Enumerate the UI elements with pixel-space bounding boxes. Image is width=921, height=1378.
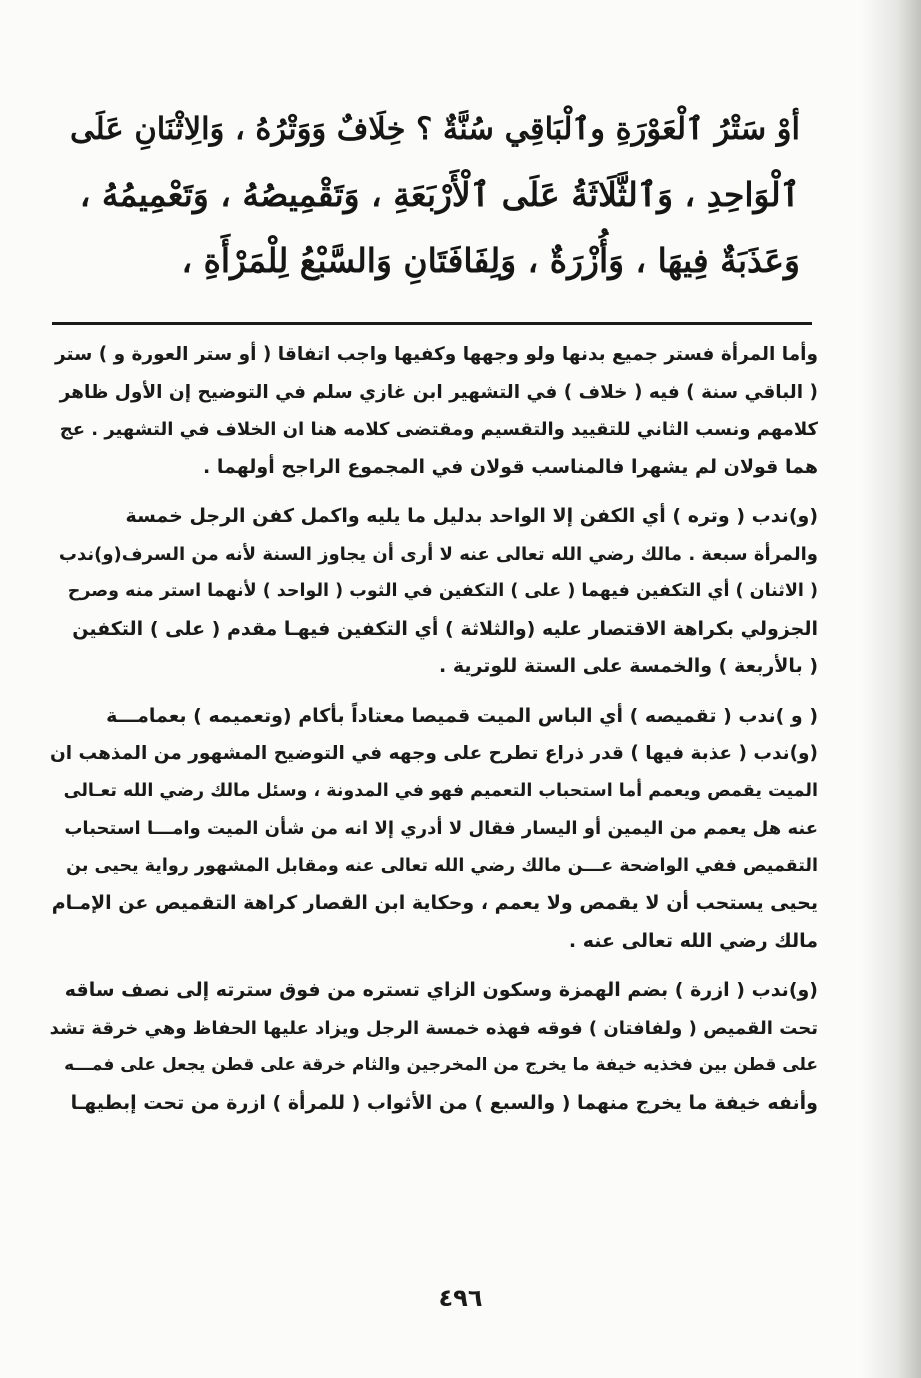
commentary-paragraph bbox=[48, 698, 818, 961]
commentary-line: يحيى يستحب أن لا يقمص ولا يعمم ، وحكاية ابن القصار كراهة التقميص عن الإمـام bbox=[51, 892, 818, 914]
commentary-line: وأنفه خيفة ما يخرج منهما ( والسبع ) من الأثواب ( للمرأة ) ازرة من تحت إبطيهـا bbox=[70, 1091, 818, 1114]
commentary-line: (و)ندب ( ازرة ) بضم الهمزة وسكون الزاي تستره من فوق سترته إلى نصف ساقه bbox=[64, 979, 818, 1001]
commentary-line: ( الباقي سنة ) فيه ( خلاف ) في التشهير ابن غازي سلم في التوضيح إن الأول ظاهر bbox=[59, 381, 818, 403]
commentary-line: الجزولي بكراهة الاقتصار عليه (والثلاثة ) أي التكفين فيهـا مقدم ( على ) التكفين bbox=[72, 617, 818, 640]
commentary-line: مالك رضي الله تعالى عنه . bbox=[568, 929, 818, 952]
matn-line: ٱلْوَاحِدِ ، وَٱلثَّلَاثَةُ عَلَى ٱلْأَرْبَعَةِ ، وَتَقْمِيصُهُ ، وَتَعْمِيمُهُ ، bbox=[79, 175, 800, 214]
page-number: ٤٩٦ bbox=[438, 1284, 483, 1312]
commentary-line: التقميص ففي الواضحة عـــن مالك رضي الله تعالى عنه ومقابل المشهور رواية يحيى بن bbox=[66, 855, 818, 876]
commentary-line: (و)ندب ( عذبة فيها ) قدر ذراع تطرح على وجهه في التوضيح المشهور من المذهب ان bbox=[49, 743, 818, 764]
commentary-line: الميت يقمص ويعمم أما استحباب التعميم فهو في المدونة ، وسئل مالك رضي الله تعـالى bbox=[63, 780, 818, 801]
commentary-line: هما قولان لم يشهرا فالمناسب قولان في المجموع الراجح أولهما . bbox=[203, 455, 818, 478]
page-edge-shadow bbox=[861, 0, 921, 1378]
commentary-paragraph bbox=[48, 972, 818, 1122]
commentary-line: وأما المرأة فستر جميع بدنها ولو وجهها وكفيها واجب اتفاقا ( أو ستر العورة و ) ستر bbox=[55, 344, 818, 365]
commentary-paragraph bbox=[48, 336, 818, 486]
separator-rule bbox=[52, 322, 812, 325]
commentary-line: كلامهم ونسب الثاني للتقييد والتقسيم ومقتضى كلامه هنا ان الخلاف في التشهير . عج bbox=[59, 419, 818, 440]
commentary-line: ( الاثنان ) أي التكفين فيهما ( على ) التكفين في الثوب ( الواحد ) لأنهما استر منه وصرح bbox=[67, 581, 818, 601]
commentary-paragraph bbox=[48, 498, 818, 686]
commentary-line: ( و )ندب ( تقميصه ) أي الباس الميت قميصا معتاداً بأكام (وتعميمه ) بعمامـــة bbox=[106, 704, 818, 727]
matn-text-block bbox=[60, 96, 800, 294]
matn-line: أوْ سَتْرُ ٱلْعَوْرَةِ وٱلْبَاقِي سُنَّةٌ ؟ خِلَافٌ وَوَتْرُهُ ، وَالِاثْنَانِ عَلَى bbox=[70, 111, 800, 147]
commentary-line: تحت القميص ( ولفافتان ) فوقه فهذه خمسة الرجل ويزاد عليها الحفاظ وهي خرقة تشد bbox=[49, 1017, 818, 1039]
matn-line: وَعَذَبَةٌ فِيهَا ، وَأُزْرَةٌ ، وَلِفَافَتَانِ وَالسَّبْعُ لِلْمَرْأَةِ ، bbox=[181, 241, 800, 280]
sharh-commentary bbox=[48, 336, 818, 1134]
commentary-line: والمرأة سبعة . مالك رضي الله تعالى عنه لا أرى أن يجاوز السنة لأنه من السرف(و)ندب bbox=[58, 543, 818, 565]
commentary-line: ( بالأربعة ) والخمسة على الستة للوترية . bbox=[439, 655, 818, 677]
commentary-line: عنه هل يعمم من اليمين أو اليسار فقال لا أدري إلا انه من شأن الميت وامـــا استحباب bbox=[64, 818, 818, 839]
commentary-line: على قطن بين فخذيه خيفة ما يخرج من المخرجين والثام خرقة على قطن يجعل على فمـــه bbox=[64, 1055, 818, 1075]
commentary-line: (و)ندب ( وتره ) أي الكفن إلا الواحد بدليل ما يليه واكمل كفن الرجل خمسة bbox=[125, 505, 818, 527]
